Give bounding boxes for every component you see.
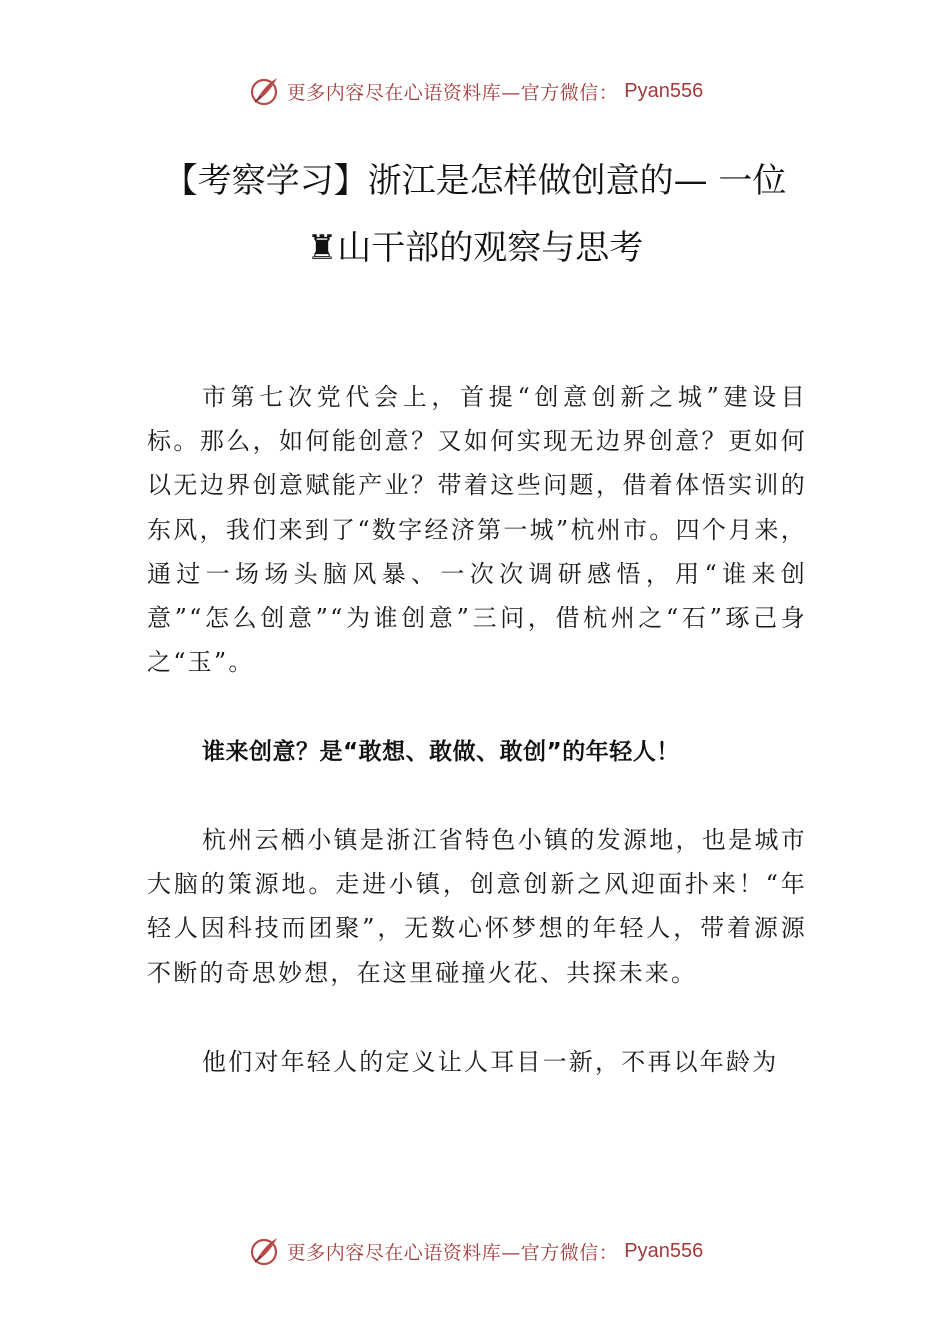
quill-logo-icon xyxy=(247,1234,281,1268)
document-title-line-2: ♜山干部的观察与思考 xyxy=(306,228,644,268)
document-title-line-1: 【考察学习】浙江是怎样做创意的— 一位 xyxy=(163,161,787,201)
watermark-text: 更多内容尽在心语资料库—官方微信： xyxy=(286,81,619,104)
body-paragraph-2: 杭州云栖小镇是浙江省特色小镇的发源地，也是城市大脑的策源地。走进小镇，创意创新之风迎面扑来！“年轻人因科技而团聚”，无数心怀梦想的年轻人，带着源源不断的奇思妙想，在这里碰撞火花、共探未来。 xyxy=(147,826,807,987)
watermark-text: 更多内容尽在心语资料库—官方微信： xyxy=(286,1241,619,1264)
header-watermark xyxy=(0,74,950,108)
body-paragraph-1: 市第七次党代会上，首提“创意创新之城”建设目标。那么，如何能创意？又如何实现无边界创意？更如何以无边界创意赋能产业？带着这些问题，借着体悟实训的东风，我们来到了“数字经济第一城”杭州市。四个月来，通过一场场头脑风暴、一次次调研感悟，用“谁来创意”“怎么创意”“为谁创意”三问，借杭州之“石”琢己身之“玉”。 xyxy=(147,383,807,677)
quill-logo-icon xyxy=(247,74,281,108)
body-paragraph-3: 他们对年轻人的定义让人耳目一新，不再以年龄为 xyxy=(202,1048,779,1076)
section-heading-1: 谁来创意？是“敢想、敢做、敢创”的年轻人！ xyxy=(202,739,680,765)
watermark-wechat-id: Pyan556 xyxy=(624,1239,704,1262)
footer-watermark xyxy=(0,1234,950,1268)
watermark-wechat-id: Pyan556 xyxy=(624,79,704,102)
